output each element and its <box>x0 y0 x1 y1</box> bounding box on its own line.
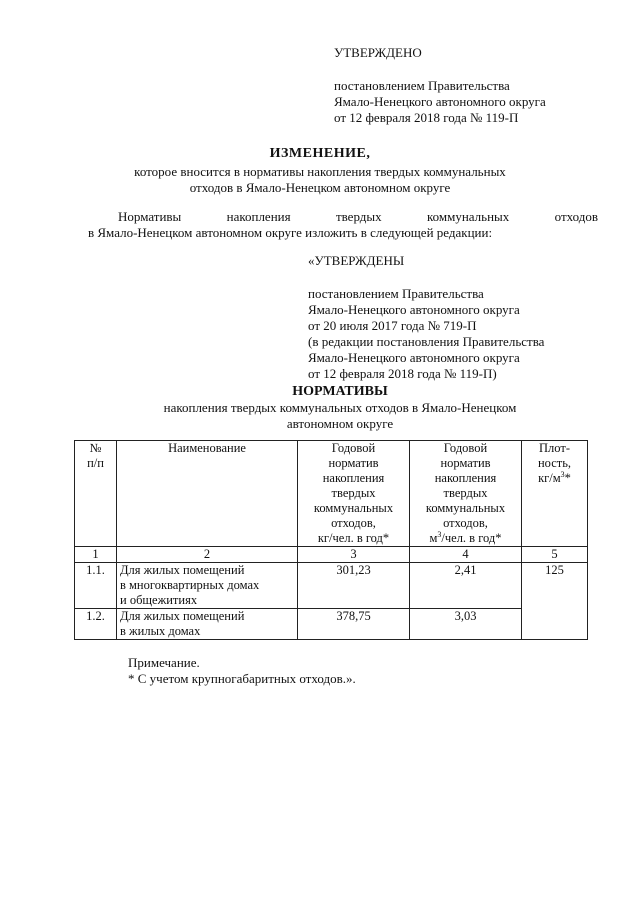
unit-text: /чел. в год* <box>441 531 502 545</box>
table-header-row <box>75 441 588 547</box>
column-number: 2 <box>117 547 298 563</box>
approval-block <box>334 45 546 126</box>
approval-quote-title: «УТВЕРЖДЕНЫ <box>308 253 405 268</box>
row-name-line: в многоквартирных домах <box>120 578 260 592</box>
column-number: 4 <box>410 547 522 563</box>
row-num: 1.2. <box>75 609 117 640</box>
change-subtitle-line: которое вносится в нормативы накопления твердых коммунальных <box>134 164 506 179</box>
intro-paragraph-line-2: в Ямало-Ненецком автономном округе изложить в следующей редакции: <box>88 225 493 240</box>
header-mass <box>298 441 410 547</box>
header-line: ность, <box>537 456 572 470</box>
unit-superscript: 3 <box>560 469 565 479</box>
intro-word: коммунальных <box>426 209 510 224</box>
norms-table <box>74 440 588 640</box>
approval-quote-line: постановлением Правительства <box>308 286 484 301</box>
intro-word: твердых <box>335 209 382 224</box>
approval-quote-line: от 12 февраля 2018 года № 119-П) <box>308 366 497 381</box>
row-name-line: и общежитиях <box>120 593 198 607</box>
approval-quote-line: (в редакции постановления Правительства <box>308 334 545 349</box>
table-column-numbers-row <box>75 547 588 563</box>
row-mass: 378,75 <box>298 609 410 640</box>
row-mass: 301,23 <box>298 563 410 609</box>
table-row <box>75 609 588 640</box>
header-line: твердых <box>443 486 488 500</box>
header-line: норматив <box>328 456 379 470</box>
intro-word: накопления <box>226 209 291 224</box>
approval-line: постановлением Правительства <box>334 78 510 93</box>
approval-quote-line: Ямало-Ненецкого автономного округа <box>308 302 520 317</box>
norms-subtitle <box>110 400 570 432</box>
header-line: накопления <box>322 471 385 485</box>
table-row <box>75 563 588 609</box>
density-value: 125 <box>522 563 588 640</box>
header-line: норматив <box>440 456 491 470</box>
approval-line: от 12 февраля 2018 года № 119-П <box>334 110 519 125</box>
header-line: Годовой <box>443 441 488 455</box>
header-line: Плот- <box>539 441 570 455</box>
row-name <box>117 609 298 640</box>
footnote <box>128 655 356 687</box>
row-num: 1.1. <box>75 563 117 609</box>
intro-word: Нормативы <box>118 209 182 224</box>
header-line: коммунальных <box>425 501 506 515</box>
norms-subtitle-line: накопления твердых коммунальных отходов в Ямало-Ненецком <box>163 400 517 415</box>
change-subtitle <box>100 164 540 196</box>
unit-text: кг/м <box>538 471 561 485</box>
row-volume: 2,41 <box>410 563 522 609</box>
approval-quote-line: Ямало-Ненецкого автономного округа <box>308 350 520 365</box>
header-volume-unit <box>413 531 518 546</box>
header-line: Годовой <box>331 441 376 455</box>
column-number: 3 <box>298 547 410 563</box>
header-line: коммунальных <box>313 501 394 515</box>
approval-line: Ямало-Ненецкого автономного округа <box>334 94 546 109</box>
footnote-label: Примечание. <box>128 655 200 670</box>
row-volume: 3,03 <box>410 609 522 640</box>
footnote-text: * С учетом крупногабаритных отходов.». <box>128 671 356 686</box>
unit-text: м <box>429 531 438 545</box>
unit-superscript: 3 <box>437 529 442 539</box>
header-line: кг/чел. в год* <box>317 531 390 545</box>
row-name-line: Для жилых помещений <box>120 609 245 623</box>
change-subtitle-line: отходов в Ямало-Ненецком автономном округе <box>189 180 451 195</box>
unit-text: * <box>564 471 571 485</box>
norms-subtitle-line: автономном округе <box>286 416 394 431</box>
header-line: накопления <box>434 471 497 485</box>
row-name-line: в жилых домах <box>120 624 201 638</box>
column-number: 5 <box>522 547 588 563</box>
approval-title: УТВЕРЖДЕНО <box>334 45 422 60</box>
header-name: Наименование <box>117 441 298 547</box>
row-name-line: Для жилых помещений <box>120 563 245 577</box>
header-volume <box>410 441 522 547</box>
row-name <box>117 563 298 609</box>
norms-title: НОРМАТИВЫ <box>292 384 388 399</box>
header-line: твердых <box>331 486 376 500</box>
header-num-symbol: № <box>89 441 102 455</box>
approval-quote-line: от 20 июля 2017 года № 719-П <box>308 318 477 333</box>
change-title: ИЗМЕНЕНИЕ, <box>269 146 371 161</box>
header-line: отходов, <box>443 516 488 530</box>
intro-paragraph-line-1 <box>118 209 598 225</box>
header-num-abbr: п/п <box>87 456 104 470</box>
header-num <box>75 441 117 547</box>
column-number: 1 <box>75 547 117 563</box>
header-density-unit <box>525 471 584 486</box>
header-line: отходов, <box>331 516 376 530</box>
header-density <box>522 441 588 547</box>
approval-quote-block <box>308 253 544 382</box>
intro-word: отходов <box>554 209 599 224</box>
